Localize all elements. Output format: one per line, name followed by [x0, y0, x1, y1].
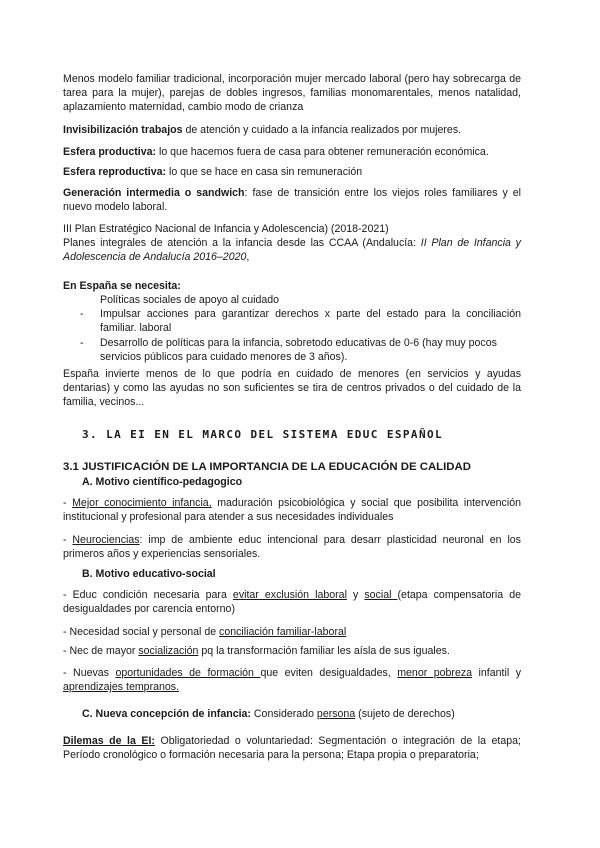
paragraph-integral-plans — [63, 236, 521, 264]
heading-spain-needs — [63, 279, 521, 293]
paragraph-conciliation — [63, 625, 521, 639]
paragraph-avoid-exclusion — [63, 588, 521, 616]
underlined-term: conciliación familiar-laboral — [219, 626, 347, 638]
underlined-term: menor pobreza — [397, 667, 473, 679]
underlined-term: Neurociencias — [72, 534, 140, 546]
underlined-term: persona — [316, 708, 356, 720]
term-productive-sphere: Esfera productiva: — [63, 146, 157, 158]
paragraph-family-model: Menos modelo familiar tradicional, incorporación mujer mercado laboral (pero hay sobrecarga de tarea para la mujer), parejas de dobles ingresos, familias monomarentales, menos natalidad, aplazamiento maternidad, cambio modo de crianza — [63, 73, 521, 113]
paragraph-text: (sujeto de derechos) — [355, 708, 455, 720]
paragraph-text: - Necesidad social y personal de — [63, 626, 220, 638]
paragraph-spain-investment: España invierte menos de lo que podría en cuidado de menores (en servicios y ayudas dentarias) y como las ayudas no son suficientes se tira de centros privados o del cuidado de la familia, vecinos... — [63, 368, 521, 408]
paragraph-text: pq la transformación familiar les aísla de sus iguales. — [198, 645, 450, 657]
paragraph-reproductive-sphere — [63, 165, 521, 179]
paragraph-text: - Nec de mayor — [63, 645, 139, 657]
dash-prefix: - — [63, 534, 73, 546]
plans-text-end: , — [246, 251, 250, 263]
section-heading-3-1: 3.1 JUSTIFICACIÓN DE LA IMPORTANCIA DE LA EDUCACIÓN DE CALIDAD — [63, 461, 471, 473]
underlined-term: Mejor conocimiento infancia, — [72, 497, 212, 509]
paragraph-better-knowledge — [63, 496, 521, 524]
paragraph-text: y — [346, 589, 365, 601]
underlined-term: socialización — [138, 645, 199, 657]
subheading-a: A. Motivo científico-pedagogico — [82, 476, 243, 488]
subheading-b: B. Motivo educativo-social — [82, 568, 216, 580]
definition-text: : fase de transición entre los viejos roles familiares y el nuevo modelo laboral. — [63, 187, 521, 213]
term-invisibilization: Invisibilización trabajos — [63, 124, 183, 136]
paragraph-text: que eviten desigualdades, — [260, 667, 398, 679]
paragraph-text: Considerado — [250, 708, 317, 720]
list-item: Políticas sociales de apoyo al cuidado — [100, 294, 280, 306]
definition-text: de atención y cuidado a la infancia realizados por mujeres. — [182, 124, 462, 136]
term-reproductive-sphere: Esfera reproductiva: — [63, 166, 167, 178]
underlined-term: aprendizajes tempranos. — [63, 681, 180, 693]
heading-text: En España se necesita: — [63, 280, 181, 292]
underlined-term: evitar exclusión laboral — [232, 589, 347, 601]
term-sandwich-generation: Generación intermedia o sandwich — [63, 187, 245, 199]
paragraph-dilemmas — [63, 734, 521, 762]
definition-text: lo que hacemos fuera de casa para obtener remuneración económica. — [156, 146, 489, 158]
term-dilemmas: Dilemas de la EI: — [63, 735, 155, 747]
underlined-term: oportunidades de formación — [115, 667, 261, 679]
paragraph-text: maduración psicobiológica y social que posibilita intervención institucional y profesional para atender a sus necesidades individuales — [63, 497, 521, 523]
underlined-term: social — [364, 589, 398, 601]
paragraph-opportunities — [63, 666, 521, 694]
paragraph-strategic-plan: III Plan Estratégico Nacional de Infancia y Adolescencia) (2018-2021) — [63, 223, 389, 235]
paragraph-neuroscience — [63, 533, 521, 561]
paragraph-socialization — [63, 644, 521, 658]
plan-title: II Plan de Infancia y Adolescencia de Andalucía 2016–2020 — [63, 237, 521, 263]
paragraph-text: infantil y — [472, 667, 521, 679]
section-heading-3: 3. LA EI EN EL MARCO DEL SISTEMA EDUC ESPAÑOL — [82, 428, 444, 441]
subheading-c — [82, 708, 455, 720]
paragraph-invisibilization — [63, 123, 521, 137]
paragraph-text: Obligatoriedad o voluntariedad: Segmentación o integración de la etapa; Período cronológico o formación necesaria para la persona; Etapa propia o preparatoria; — [63, 735, 521, 761]
paragraph-text: - Educ condición necesaria para — [63, 589, 233, 601]
paragraph-text: (etapa compensatoria de desigualdades por carencia entorno) — [63, 589, 521, 615]
paragraph-text: - Nuevas — [63, 667, 116, 679]
list-item: Impulsar acciones para garantizar derechos x parte del estado para la conciliación familiar. laboral — [100, 308, 521, 334]
plans-text: Planes integrales de atención a la infancia desde las CCAA (Andalucía: — [63, 237, 421, 249]
dash-bullet: - — [80, 337, 84, 349]
definition-text: lo que se hace en casa sin remuneración — [166, 166, 363, 178]
dash-prefix: - — [63, 497, 73, 509]
paragraph-productive-sphere — [63, 145, 521, 159]
dash-bullet: - — [80, 308, 84, 320]
paragraph-text: : imp de ambiente educ intencional para desarr plasticidad neuronal en los primeros años y experiencias sensoriales. — [63, 534, 521, 560]
paragraph-sandwich-generation — [63, 186, 521, 214]
subheading-c-title: C. Nueva concepción de infancia: — [82, 708, 251, 720]
list-item: Desarrollo de políticas para la infancia, sobretodo educativas de 0-6 (hay muy pocos servicios públicos para cuidado menores de 3 años). — [100, 337, 497, 363]
